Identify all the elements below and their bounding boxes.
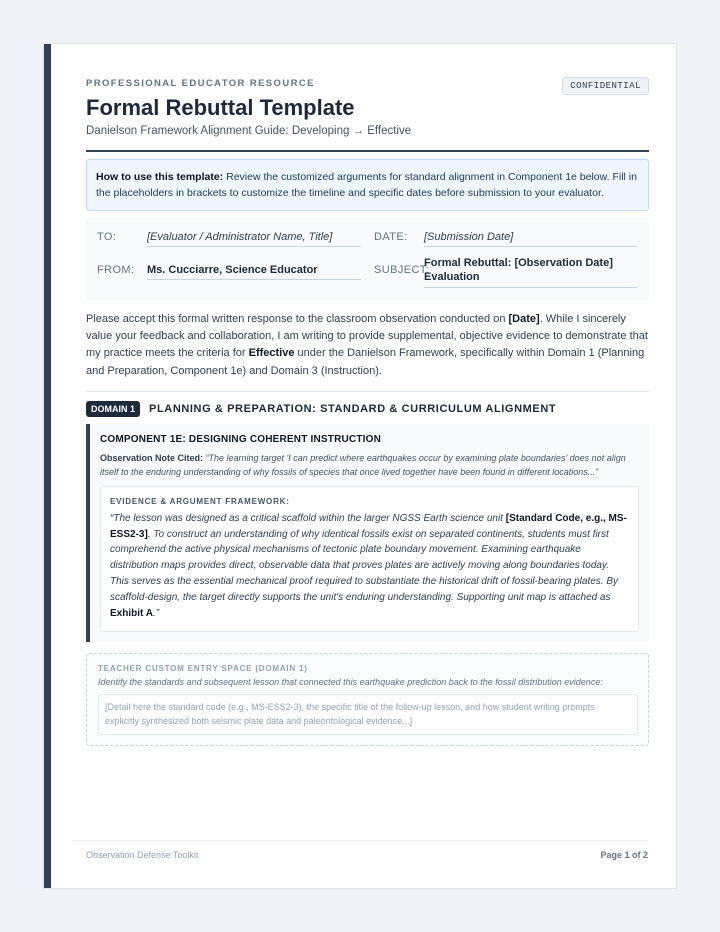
component-1e-card <box>86 424 649 643</box>
instructions-box <box>86 159 649 211</box>
page-number: Page 1 of 2 <box>600 850 648 860</box>
instructions-text: Review the customized arguments for standard alignment in Component 1e below. Fill in the placeholders in brackets to customize the timeline and specific dates before submission to your evaluator. <box>96 171 637 199</box>
observation-note <box>100 451 639 479</box>
intro-text-1: Please accept this formal written response to the classroom observation conducted on <box>86 313 509 325</box>
confidential-badge: CONFIDENTIAL <box>562 77 649 95</box>
custom-entry-field[interactable]: [Detail here the standard code (e.g., MS-ESS2-3), the specific title of the follow-up lesson, and how student writing prompts explicitly synthesized both seismic plate data and paleontological evidence...] <box>98 694 638 735</box>
page-content <box>86 78 649 746</box>
custom-entry-space <box>86 653 649 746</box>
to-field[interactable]: [Evaluator / Administrator Name, Title] <box>147 231 361 247</box>
from-label: FROM: <box>97 264 135 276</box>
custom-entry-label: TEACHER CUSTOM ENTRY SPACE (DOMAIN 1) <box>98 664 308 674</box>
evidence-label: EVIDENCE & ARGUMENT FRAMEWORK: <box>110 496 290 506</box>
instructions-lead: How to use this template: <box>96 171 224 183</box>
domain1-pill: DOMAIN 1 <box>86 401 140 417</box>
domain1-title: PLANNING & PREPARATION: STANDARD & CURRICULUM ALIGNMENT <box>149 402 557 415</box>
header-divider <box>86 150 649 152</box>
date-field[interactable]: [Submission Date] <box>424 231 637 247</box>
intro-date-placeholder: [Date] <box>508 313 540 325</box>
evidence-text-3: .” <box>152 607 160 619</box>
evidence-text-1: “The lesson was designed as a critical scaffold within the larger NGSS Earth science unit <box>110 512 506 524</box>
subject-label: SUBJECT: <box>374 264 430 276</box>
from-field[interactable]: Ms. Cucciarre, Science Educator <box>147 264 361 280</box>
custom-entry-instruction: Identify the standards and subsequent lesson that connected this earthquake prediction back to the fossil distribution evidence: <box>98 677 603 688</box>
intro-text-3: under the Danielson Framework, specifically within Domain 1 (Planning and Preparation, Component 1e) and Domain 3 (Instruction). <box>86 347 645 377</box>
document-page <box>43 43 677 889</box>
intro-effective: Effective <box>248 347 295 360</box>
intro-paragraph <box>86 311 649 380</box>
evidence-box <box>100 486 639 633</box>
page-title: Formal Rebuttal Template <box>86 95 355 120</box>
footer-left: Observation Defense Toolkit <box>86 850 199 860</box>
observation-note-text: “The learning target 'I can predict where earthquakes occur by examining plate boundaries' does not align itself to the enduring understanding of why fossils of species that once lived together have been found in different locations...” <box>100 452 626 477</box>
observation-note-label: Observation Note Cited: <box>100 452 204 463</box>
evidence-text-2: . To construct an understanding of why identical fossils exist on separated continents, students must first comprehend the active physical mechanisms of tectonic plate boundary movement. Examining earthquake distribution maps provides direct, observable data that proves plates are actively moving along boundaries today. This serves as the essential mechanical proof required to substantiate the historical drift of fossil-bearing plates. By scaffold-design, the target directly supports the unit's enduring understanding. Supporting unit map is attached as <box>110 528 619 603</box>
page-accent-bar <box>44 44 51 888</box>
subject-field[interactable]: Formal Rebuttal: [Observation Date] Evaluation <box>424 256 637 288</box>
component-title: COMPONENT 1E: DESIGNING COHERENT INSTRUCTION <box>100 433 382 445</box>
evidence-exhibit: Exhibit A <box>110 607 153 619</box>
date-label: DATE: <box>374 231 408 243</box>
section-divider <box>86 391 649 392</box>
evidence-standard-code: [Standard Code, e.g., MS-ESS2-3] <box>110 512 627 540</box>
eyebrow-label: PROFESSIONAL EDUCATOR RESOURCE <box>86 78 315 89</box>
document-header <box>86 78 649 137</box>
intro-text-2: . While I sincerely value your feedback and collaboration, I am writing to provide supplemental, objective evidence to demonstrate that my practice meets the criteria for <box>86 313 648 360</box>
evidence-text <box>110 511 629 622</box>
page-subtitle: Danielson Framework Alignment Guide: Developing → Effective <box>86 125 412 137</box>
domain1-header <box>86 401 649 417</box>
memo-block <box>86 218 649 300</box>
to-label: TO: <box>97 231 117 243</box>
page-footer <box>72 840 648 860</box>
